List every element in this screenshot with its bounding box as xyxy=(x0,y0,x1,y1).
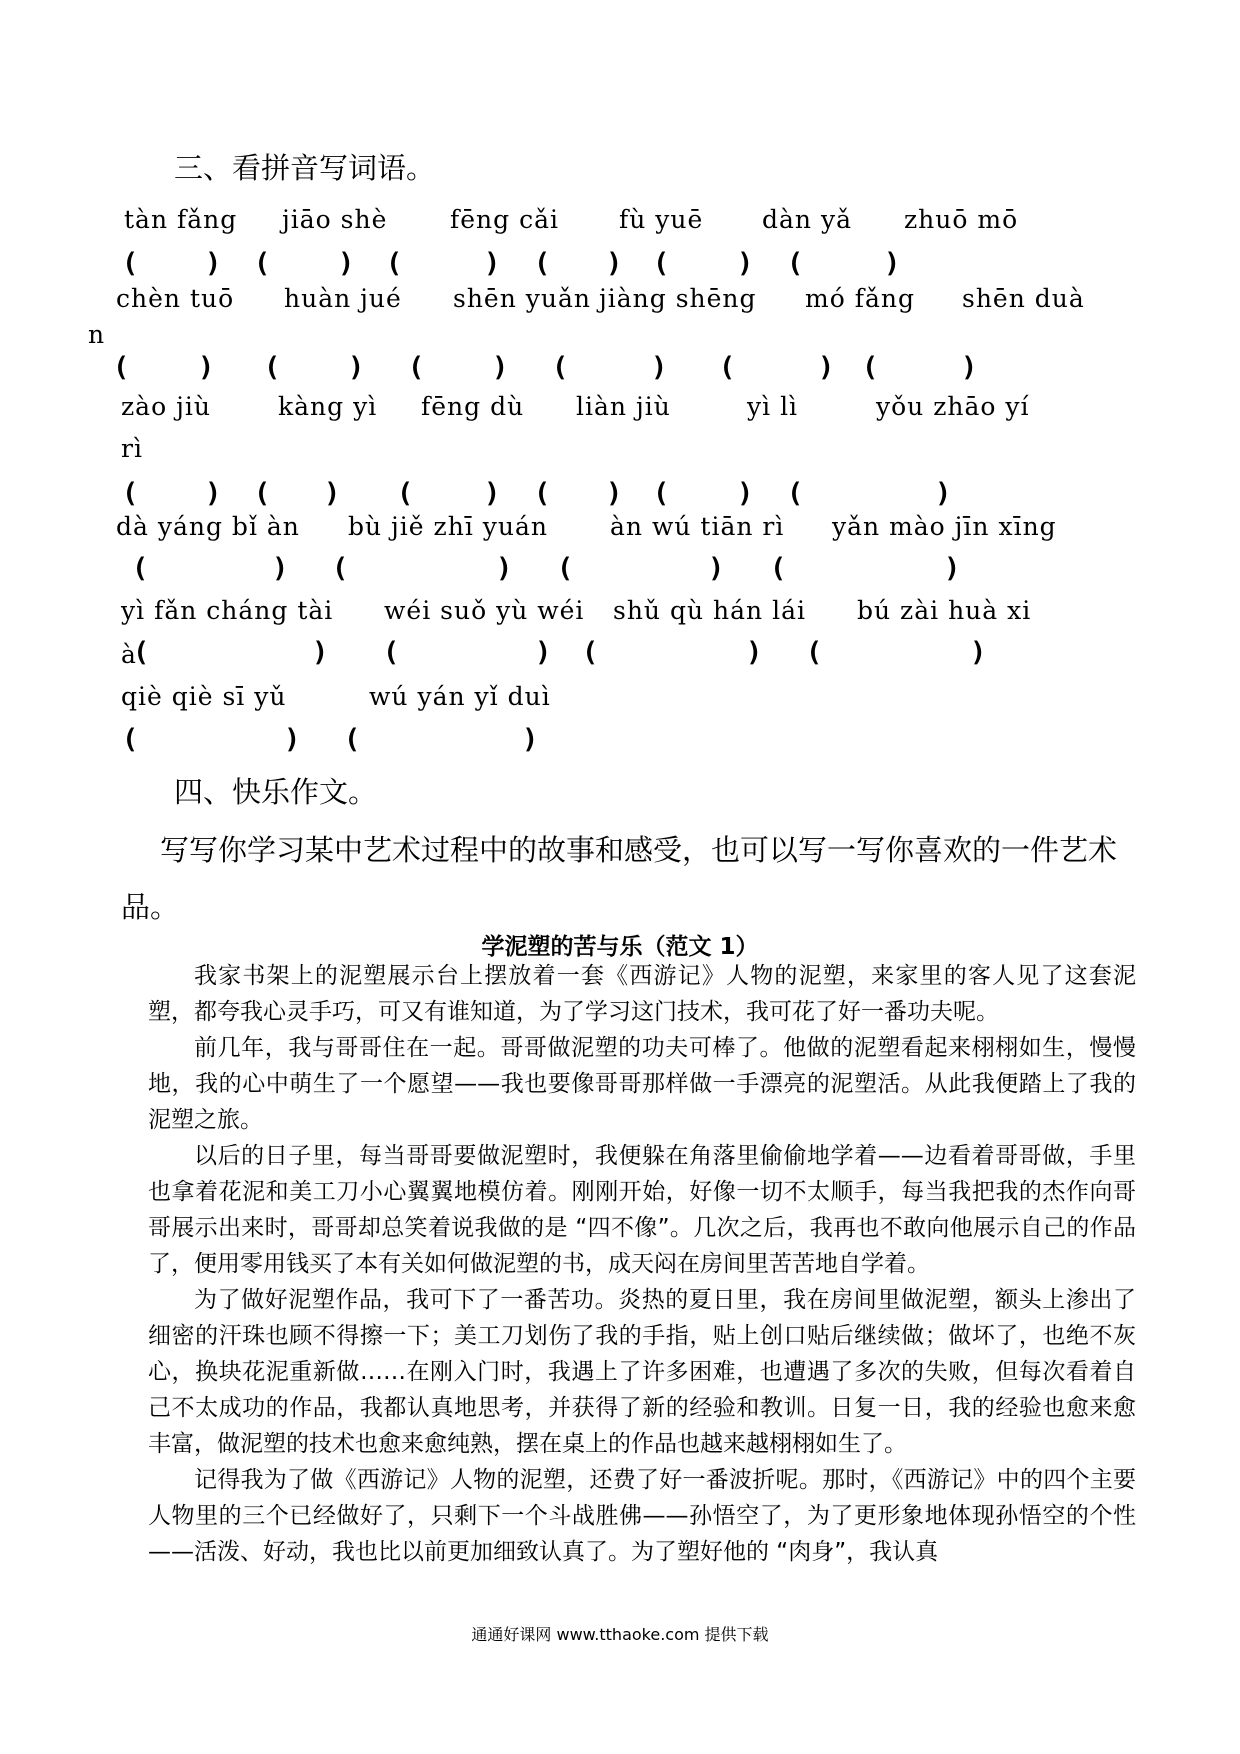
answer-bracket-close: ) xyxy=(737,248,754,279)
answer-bracket-open: ( xyxy=(344,724,361,755)
answer-bracket-open: ( xyxy=(719,352,736,383)
answer-bracket-close: ) xyxy=(338,248,355,279)
pinyin-word: bú zài huà xi xyxy=(857,596,1032,625)
answer-bracket-open: ( xyxy=(332,553,349,584)
answer-bracket-close: ) xyxy=(198,352,215,383)
answer-bracket-close: ) xyxy=(492,352,509,383)
pinyin-word: yì fǎn cháng tài xyxy=(121,596,334,625)
pinyin-word: yǎn mào jīn xīng xyxy=(832,512,1057,541)
answer-bracket-close: ) xyxy=(272,553,289,584)
answer-bracket-open: ( xyxy=(113,352,130,383)
pinyin-word: fēng cǎi xyxy=(450,205,560,234)
answer-bracket-close: ) xyxy=(484,248,501,279)
answer-bracket-open: ( xyxy=(254,248,271,279)
answer-bracket-open: ( xyxy=(397,478,414,509)
answer-bracket-close: ) xyxy=(961,352,978,383)
answer-bracket-open: ( xyxy=(122,478,139,509)
answer-bracket-close: ) xyxy=(970,637,987,668)
writing-task-line: 写写你学习某中艺术过程中的故事和感受，也可以写一写你喜欢的一件艺术 xyxy=(160,833,1118,867)
answer-bracket-close: ) xyxy=(818,352,835,383)
essay-paragraph: 前几年，我与哥哥住在一起。哥哥做泥塑的功夫可棒了。他做的泥塑看起来栩栩如生，慢慢地，我的心中萌生了一个愿望——我也要像哥哥那样做一手漂亮的泥塑活。从此我便踏上了我的泥塑之旅。 xyxy=(148,1035,1136,1133)
answer-bracket-open: ( xyxy=(862,352,879,383)
answer-bracket-open: ( xyxy=(787,478,804,509)
pinyin-word: zhuō mō xyxy=(904,205,1019,234)
answer-bracket-close: ) xyxy=(884,248,901,279)
answer-bracket-close: ) xyxy=(284,724,301,755)
answer-bracket-open: ( xyxy=(557,553,574,584)
pinyin-word: wéi suǒ yù wéi xyxy=(384,596,585,625)
answer-bracket-open: ( xyxy=(254,478,271,509)
answer-bracket-close: ) xyxy=(205,478,222,509)
answer-bracket-close: ) xyxy=(737,478,754,509)
answer-bracket-open: ( xyxy=(122,248,139,279)
pinyin-word: shǔ qù hán lái xyxy=(613,596,806,625)
essay-paragraph: 以后的日子里，每当哥哥要做泥塑时，我便躲在角落里偷偷地学着——边看着哥哥做，手里也拿着花泥和美工刀小心翼翼地模仿着。刚刚开始，好像一切不太顺手，每当我把我的杰作向哥哥展示出来时，哥哥却总笑着说我做的是 “四不像”。几次之后，我再也不敢向他展示自己的作品了，便用零用钱买了本有关如何做泥塑的书，成天闷在房间里苦苦地自学着。 xyxy=(148,1143,1136,1277)
pinyin-word: jiāo shè xyxy=(282,205,388,234)
pinyin-word: chèn tuō xyxy=(116,284,235,313)
essay-body xyxy=(148,958,1136,1570)
pinyin-word: liàn jiù xyxy=(576,392,671,421)
pinyin-word: shēn duà xyxy=(962,284,1085,313)
pinyin-word: wú yán yǐ duì xyxy=(369,682,551,711)
section-3-title: 三、看拼音写词语。 xyxy=(174,151,436,185)
answer-bracket-open: ( xyxy=(653,248,670,279)
answer-bracket-close: ) xyxy=(708,553,725,584)
pinyin-word: huàn jué xyxy=(284,284,402,313)
answer-bracket-close: ) xyxy=(348,352,365,383)
pinyin-word: zào jiù xyxy=(121,392,211,421)
answer-bracket-close: ) xyxy=(484,478,501,509)
pinyin-word: yǒu zhāo yí xyxy=(876,392,1030,421)
pinyin-wrap: rì xyxy=(121,434,143,463)
answer-bracket-close: ) xyxy=(535,637,552,668)
answer-bracket-open: ( xyxy=(552,352,569,383)
answer-bracket-close: ) xyxy=(606,248,623,279)
answer-bracket-close: ) xyxy=(746,637,763,668)
pinyin-word: dà yáng bǐ àn xyxy=(116,512,300,541)
answer-bracket-open: ( xyxy=(132,553,149,584)
pinyin-word: fēng dù xyxy=(421,392,525,421)
pinyin-word: kàng yì xyxy=(278,392,378,421)
pinyin-wrap: à xyxy=(121,640,137,669)
answer-bracket-open: ( xyxy=(770,553,787,584)
answer-bracket-open: ( xyxy=(534,248,551,279)
answer-bracket-close: ) xyxy=(312,637,329,668)
pinyin-word: fù yuē xyxy=(619,205,704,234)
pinyin-word: mó fǎng xyxy=(805,284,915,313)
answer-bracket-close: ) xyxy=(522,724,539,755)
pinyin-word: qiè qiè sī yǔ xyxy=(121,682,287,711)
essay-paragraph: 记得我为了做《西游记》人物的泥塑，还费了好一番波折呢。那时，《西游记》中的四个主要人物里的三个已经做好了，只剩下一个斗战胜佛——孙悟空了，为了更形象地体现孙悟空的个性——活泼、好动，我也比以前更加细致认真了。为了塑好他的 “肉身”，我认真 xyxy=(148,1467,1136,1565)
pinyin-word: jiàng shēng xyxy=(599,284,757,313)
answer-bracket-open: ( xyxy=(386,248,403,279)
answer-bracket-open: ( xyxy=(653,478,670,509)
answer-bracket-open: ( xyxy=(122,724,139,755)
answer-bracket-close: ) xyxy=(496,553,513,584)
answer-bracket-open: ( xyxy=(806,637,823,668)
answer-bracket-open: ( xyxy=(383,637,400,668)
answer-bracket-close: ) xyxy=(205,248,222,279)
pinyin-word: àn wú tiān rì xyxy=(610,512,785,541)
pinyin-word: shēn yuǎn xyxy=(453,284,592,313)
answer-bracket-close: ) xyxy=(651,352,668,383)
essay-title: 学泥塑的苦与乐（范文 1） xyxy=(481,934,759,960)
essay-paragraph: 为了做好泥塑作品，我可下了一番苦功。炎热的夏日里，我在房间里做泥塑，额头上渗出了细密的汗珠也顾不得擦一下；美工刀划伤了我的手指，贴上创口贴后继续做；做坏了，也绝不灰心，换块花泥重新做……在刚入门时，我遇上了许多困难，也遭遇了多次的失败，但每次看着自己不太成功的作品，我都认真地思考，并获得了新的经验和教训。日复一日，我的经验也愈来愈丰富，做泥塑的技术也愈来愈纯熟，摆在桌上的作品也越来越栩栩如生了。 xyxy=(148,1287,1136,1457)
answer-bracket-open: ( xyxy=(264,352,281,383)
pinyin-wrap: n xyxy=(88,320,106,349)
answer-bracket-open: ( xyxy=(787,248,804,279)
answer-bracket-open: ( xyxy=(133,637,150,668)
section-4-title: 四、快乐作文。 xyxy=(174,775,378,809)
pinyin-word: dàn yǎ xyxy=(762,205,852,234)
answer-bracket-close: ) xyxy=(944,553,961,584)
answer-bracket-open: ( xyxy=(534,478,551,509)
answer-bracket-close: ) xyxy=(935,478,952,509)
pinyin-word: yì lì xyxy=(747,392,799,421)
answer-bracket-open: ( xyxy=(408,352,425,383)
answer-bracket-close: ) xyxy=(606,478,623,509)
pinyin-word: bù jiě zhī yuán xyxy=(348,512,548,541)
writing-task-line: 品。 xyxy=(121,890,180,924)
pinyin-word: tàn fǎng xyxy=(124,205,238,234)
page-footer: 通通好课网 www.tthaoke.com 提供下载 xyxy=(471,1625,769,1644)
essay-paragraph: 我家书架上的泥塑展示台上摆放着一套《西游记》人物的泥塑，来家里的客人见了这套泥塑，都夸我心灵手巧，可又有谁知道，为了学习这门技术，我可花了好一番功夫呢。 xyxy=(148,963,1136,1025)
answer-bracket-open: ( xyxy=(582,637,599,668)
answer-bracket-close: ) xyxy=(324,478,341,509)
